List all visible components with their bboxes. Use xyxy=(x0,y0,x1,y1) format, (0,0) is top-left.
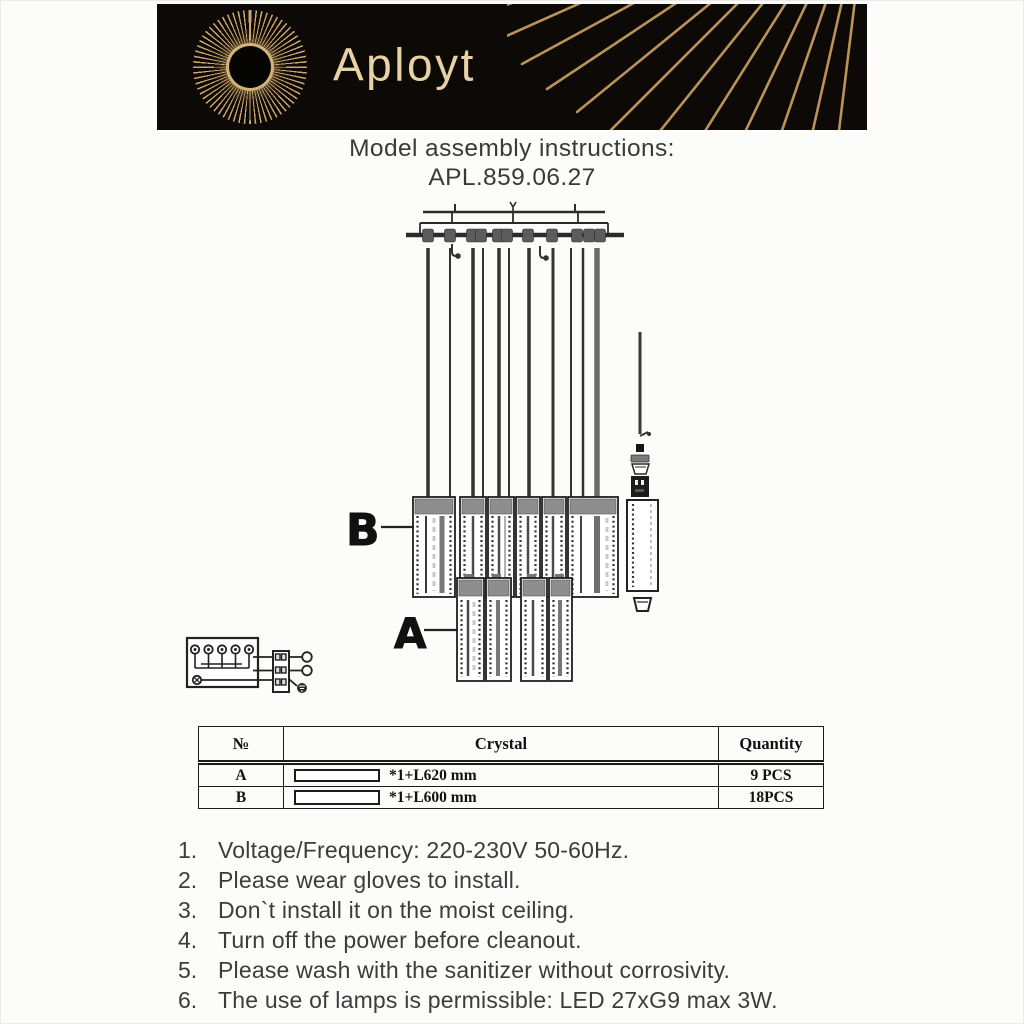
list-item xyxy=(178,985,888,1015)
sunburst-logo-center xyxy=(226,43,274,91)
list-item xyxy=(178,955,888,985)
rays-decoration-icon xyxy=(507,4,867,130)
item-text: Voltage/Frequency: 220-230V 50-60Hz. xyxy=(218,837,630,863)
header-crystal: Crystal xyxy=(284,727,719,763)
item-text: Please wash with the sanitizer without corrosivity. xyxy=(218,957,731,983)
item-text: Turn off the power before cleanout. xyxy=(218,927,582,953)
item-number: 5. xyxy=(178,957,198,983)
svg-text:A: A xyxy=(394,609,427,658)
item-number: 4. xyxy=(178,927,198,953)
item-number: 6. xyxy=(178,987,198,1013)
item-text: Please wear gloves to install. xyxy=(218,867,521,893)
table-row xyxy=(199,763,824,787)
row-no: B xyxy=(199,787,284,809)
parts-table xyxy=(198,726,824,809)
header-no: № xyxy=(199,727,284,763)
svg-text:B: B xyxy=(346,505,380,556)
item-text: Don`t install it on the moist ceiling. xyxy=(218,897,575,923)
header-quantity: Quantity xyxy=(719,727,824,763)
exploded-crystal-detail xyxy=(627,332,658,611)
hanging-rods xyxy=(428,248,597,499)
item-number: 1. xyxy=(178,837,198,863)
page-title: Model assembly instructions: xyxy=(349,135,675,162)
crystal-shape-icon xyxy=(294,790,380,805)
brand-banner xyxy=(157,4,867,130)
crystal-tier-b xyxy=(413,497,618,597)
table-header-row xyxy=(199,727,824,763)
crystal-label: *1+L620 mm xyxy=(389,766,477,784)
crystal-shape-icon xyxy=(294,769,380,782)
row-quantity: 9 PCS xyxy=(719,763,824,787)
table-row xyxy=(199,787,824,809)
wiring-diagram xyxy=(187,638,312,693)
item-number: 2. xyxy=(178,867,198,893)
assembly-diagram xyxy=(168,198,728,710)
row-no: A xyxy=(199,763,284,787)
item-number: 3. xyxy=(178,897,198,923)
instructions-list xyxy=(178,835,888,1015)
list-item xyxy=(178,895,888,925)
list-item xyxy=(178,865,888,895)
model-number: APL.859.06.27 xyxy=(428,164,596,191)
row-quantity: 18PCS xyxy=(719,787,824,809)
list-item xyxy=(178,925,888,955)
label-a xyxy=(394,609,458,658)
item-text: The use of lamps is permissible: LED 27xG9 max 3W. xyxy=(218,987,778,1013)
list-item xyxy=(178,835,888,865)
label-b xyxy=(346,505,414,556)
brand-name: Aployt xyxy=(333,38,476,91)
crystal-label: *1+L600 mm xyxy=(389,788,477,806)
